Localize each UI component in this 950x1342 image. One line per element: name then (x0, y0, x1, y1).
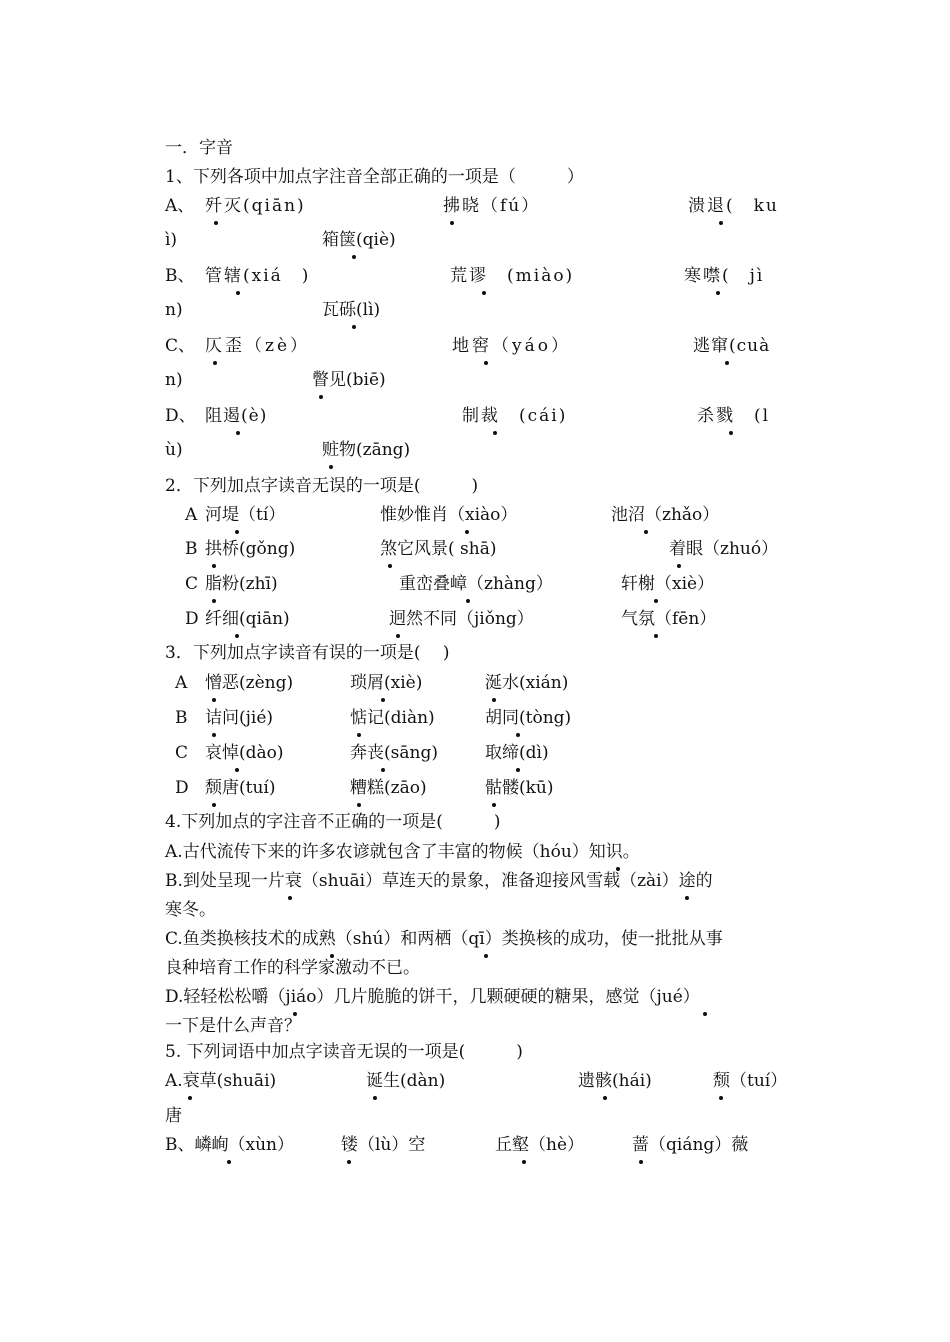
q1-a-wrap-1: ì) (165, 230, 178, 250)
emphasis-dot (235, 634, 239, 638)
emphasis-dot (330, 954, 334, 958)
emphasis-dot (703, 1012, 707, 1016)
q4-line-4: C.鱼类换核技术的成熟（shú）和两栖（qī）类换核的成功，使一批批从事 (165, 929, 723, 949)
q4-line-7: 一下是什么声音？ (165, 1016, 301, 1036)
q2-c-item-1: 脂粉(zhī) (205, 574, 278, 594)
emphasis-dot (214, 221, 218, 225)
q1-b-label: B、 (165, 266, 195, 286)
q4-line-2: B.到处呈现一片衰（shuāi）草连天的景象，准备迎接风雪载（zài）途的 (165, 871, 713, 891)
q1-c-item-2: 地窖（yáo） (452, 336, 571, 356)
emphasis-dot (493, 431, 497, 435)
q2-b-label: B (185, 539, 198, 559)
emphasis-dot (357, 803, 361, 807)
emphasis-dot (484, 954, 488, 958)
q1-stem: 1、下列各项中加点字注音全部正确的一项是（ ） (165, 167, 584, 187)
q1-b-item-1: 管辖(xiá ) (205, 266, 311, 286)
q2-c-item-3: 轩榭（xiè） (621, 574, 715, 594)
emphasis-dot (616, 867, 620, 871)
emphasis-dot (235, 530, 239, 534)
q1-d-label: D、 (165, 406, 196, 426)
q3-b-item-2: 惦记(diàn) (350, 708, 435, 728)
q2-c-label: C (185, 574, 199, 594)
q4-line-6: D.轻轻松松嚼（jiáo）几片脆脆的饼干，几颗硬硬的糖果，感觉（jué） (165, 987, 700, 1007)
q1-b-item-3: 寒噤( jì (684, 266, 765, 286)
q3-stem: 3．下列加点字读音有误的一项是( ) (165, 643, 450, 663)
q1-c-wrap-1: n) (165, 370, 183, 390)
emphasis-dot (373, 1096, 377, 1100)
q2-stem: 2．下列加点字读音无误的一项是( ) (165, 476, 479, 496)
q4-line-1: A.古代流传下来的许多农谚就包含了丰富的物候（hóu）知识。 (165, 842, 640, 862)
emphasis-dot (450, 221, 454, 225)
emphasis-dot (716, 291, 720, 295)
q1-c-item-1: 仄歪（zè） (205, 336, 311, 356)
q2-a-label: A (185, 505, 198, 525)
q1-d-wrap-1: ù) (165, 440, 183, 460)
emphasis-dot (319, 395, 323, 399)
q3-a-item-3: 涎水(xián) (485, 673, 569, 693)
q1-a-item-2: 拂晓（fú） (443, 196, 541, 216)
q1-a-item-1: 歼灭(qiān) (205, 196, 306, 216)
emphasis-dot (725, 361, 729, 365)
q3-a-item-2: 琐屑(xiè) (350, 673, 423, 693)
emphasis-dot (685, 896, 689, 900)
emphasis-dot (236, 291, 240, 295)
emphasis-dot (329, 465, 333, 469)
emphasis-dot (212, 698, 216, 702)
q5-b-item-4: 蔷（qiáng）薇 (632, 1135, 749, 1155)
emphasis-dot (677, 564, 681, 568)
emphasis-dot (654, 599, 658, 603)
q5-b-item-2: 镂（lù）空 (341, 1135, 426, 1155)
q1-a-item-4: 箱箧(qiè) (322, 230, 396, 250)
q5-a-item-1: A.衰草(shuāi) (165, 1071, 277, 1091)
q1-a-item-3: 溃退( ku (688, 196, 779, 216)
emphasis-dot (654, 634, 658, 638)
emphasis-dot (347, 1160, 351, 1164)
emphasis-dot (719, 221, 723, 225)
emphasis-dot (729, 431, 733, 435)
q2-b-item-1: 拱桥(gǒng) (205, 539, 296, 559)
emphasis-dot (227, 1160, 231, 1164)
q5-a-item-2: 诞生(dàn) (366, 1071, 446, 1091)
q1-c-item-3: 逃窜(cuà (693, 336, 771, 356)
q2-a-item-2: 惟妙惟肖（xiào） (380, 505, 518, 525)
q1-c-label: C、 (165, 336, 196, 356)
emphasis-dot (212, 599, 216, 603)
emphasis-dot (213, 361, 217, 365)
q2-b-item-2: 煞它风景( shā) (380, 539, 497, 559)
emphasis-dot (719, 1096, 723, 1100)
q2-a-item-1: 河堤（tí） (205, 505, 286, 525)
q3-d-item-3: 骷髅(kū) (485, 778, 554, 798)
q3-c-item-1: 哀悼(dào) (205, 743, 284, 763)
emphasis-dot (352, 255, 356, 259)
q2-d-item-1: 纤细(qiān) (205, 609, 290, 629)
q1-d-item-4: 赃物(zāng) (322, 440, 411, 460)
q3-d-label: D (175, 778, 189, 798)
q5-a-item-4: 颓（tuí） (713, 1071, 788, 1091)
q2-b-item-3: 着眼（zhuó） (669, 539, 779, 559)
emphasis-dot (492, 803, 496, 807)
q2-d-item-2: 迥然不同（jiǒng） (389, 609, 534, 629)
q1-d-item-3: 杀戮 (l (697, 406, 771, 426)
emphasis-dot (212, 803, 216, 807)
q3-a-label: A (175, 673, 188, 693)
emphasis-dot (466, 599, 470, 603)
q2-a-item-3: 池沼（zhǎo） (611, 505, 720, 525)
emphasis-dot (352, 325, 356, 329)
emphasis-dot (188, 1096, 192, 1100)
q3-a-item-1: 憎恶(zèng) (205, 673, 294, 693)
q4-stem: 4.下列加点的字注音不正确的一项是( ) (165, 812, 501, 832)
emphasis-dot (522, 1160, 526, 1164)
q5-b-item-3: 丘壑（hè） (495, 1135, 585, 1155)
emphasis-dot (236, 431, 240, 435)
q3-c-item-3: 取缔(dì) (485, 743, 549, 763)
emphasis-dot (357, 733, 361, 737)
q3-c-label: C (175, 743, 189, 763)
q4-line-5: 良种培育工作的科学家激动不已。 (165, 958, 420, 978)
emphasis-dot (639, 1160, 643, 1164)
emphasis-dot (381, 768, 385, 772)
q3-c-item-2: 奔丧(sāng) (350, 743, 438, 763)
emphasis-dot (644, 530, 648, 534)
q2-d-label: D (185, 609, 199, 629)
emphasis-dot (396, 634, 400, 638)
emphasis-dot (212, 733, 216, 737)
q1-d-item-2: 制裁 (cái) (462, 406, 568, 426)
q5-b-item-1: B、嶙峋（xùn） (165, 1135, 294, 1155)
emphasis-dot (603, 1096, 607, 1100)
q3-d-item-2: 糟糕(zāo) (350, 778, 427, 798)
emphasis-dot (482, 291, 486, 295)
q3-b-item-3: 胡同(tòng) (485, 708, 572, 728)
emphasis-dot (516, 768, 520, 772)
emphasis-dot (212, 564, 216, 568)
q1-d-item-1: 阻遏(è) (205, 406, 268, 426)
emphasis-dot (492, 698, 496, 702)
section-title: 一．字音 (165, 138, 233, 158)
emphasis-dot (235, 768, 239, 772)
q2-d-item-3: 气氛（fēn） (621, 609, 717, 629)
q2-c-item-2: 重峦叠嶂（zhàng） (399, 574, 553, 594)
q1-c-item-4: 瞥见(biē) (312, 370, 386, 390)
q1-b-item-2: 荒谬 (miào) (450, 266, 575, 286)
q1-b-wrap-1: n) (165, 300, 183, 320)
q4-line-3: 寒冬。 (165, 900, 216, 920)
q3-d-item-1: 颓唐(tuí) (205, 778, 276, 798)
q3-b-item-1: 诘问(jié) (205, 708, 274, 728)
emphasis-dot (381, 698, 385, 702)
emphasis-dot (484, 361, 488, 365)
q3-b-label: B (175, 708, 188, 728)
emphasis-dot (388, 564, 392, 568)
q5-a-item-3: 遗骸(hái) (578, 1071, 652, 1091)
q5-a-wrap: 唐 (165, 1106, 182, 1126)
emphasis-dot (465, 530, 469, 534)
emphasis-dot (293, 1012, 297, 1016)
emphasis-dot (288, 896, 292, 900)
emphasis-dot (516, 733, 520, 737)
q5-stem: 5. 下列词语中加点字读音无误的一项是( ) (165, 1042, 523, 1062)
q1-a-label: A、 (165, 196, 195, 216)
q1-b-item-4: 瓦砾(lì) (322, 300, 381, 320)
